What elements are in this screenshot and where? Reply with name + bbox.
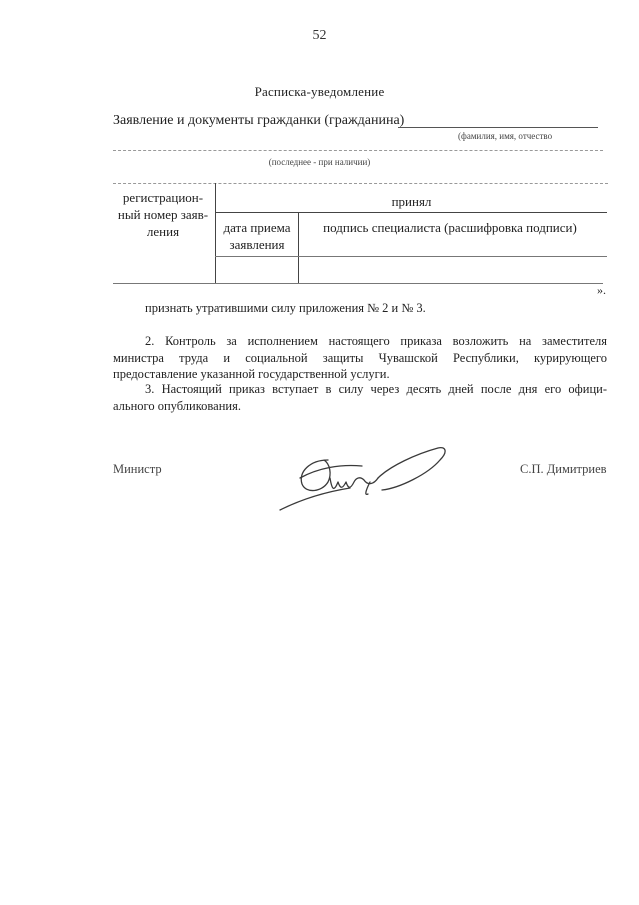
paragraph-3-line: 3. Настоящий приказ вступает в силу через десять дней после дня его офици- (145, 382, 607, 396)
paragraph-2-line: министра труда и социальной защиты Чувашской Республики, курирующего (113, 350, 607, 365)
paragraph-2 (113, 333, 607, 383)
date-header-line: заявления (229, 237, 285, 252)
paragraph-1-continuation: признать утратившими силу приложения № 2 и № 3. (145, 301, 426, 315)
reg-number-header-line: ный номер заяв- (117, 207, 209, 222)
closing-quote: ». (597, 283, 606, 297)
paragraph-2-line: 2. Контроль за исполнением настоящего приказа возложить на заместителя (145, 334, 607, 348)
date-header (216, 219, 298, 253)
table-divider (298, 212, 299, 283)
patronymic-hint: (последнее - при наличии) (268, 157, 371, 167)
date-header-line: дата приема (223, 220, 291, 235)
signatory-name: С.П. Димитриев (520, 462, 607, 476)
applicant-label: Заявление и документы гражданки (гражданина) (113, 113, 405, 128)
table-divider (215, 256, 607, 257)
signature-header: подпись специалиста (расшифровка подписи) (323, 220, 577, 235)
handwritten-signature (270, 438, 460, 518)
applicant-fill-line (398, 127, 598, 128)
reg-number-header-line: регистрацион- (122, 190, 204, 205)
fio-hint: (фамилия, имя, отчество (458, 131, 553, 141)
reg-number-header (113, 189, 213, 240)
accepted-header: принял (391, 194, 432, 209)
signatory-position: Министр (113, 462, 162, 476)
table-divider (215, 212, 607, 213)
reg-number-header-line: ления (146, 224, 180, 239)
paragraph-2-line: предоставление указанной государственной услуги. (113, 367, 390, 381)
table-top-border (113, 183, 608, 184)
table-bottom-border (113, 283, 603, 284)
document-title: Расписка-уведомление (254, 84, 385, 99)
paragraph-3-line: ального опубликования. (113, 398, 241, 413)
paragraph-3 (113, 381, 607, 414)
page-number: 52 (312, 28, 327, 43)
fill-line (113, 150, 603, 151)
